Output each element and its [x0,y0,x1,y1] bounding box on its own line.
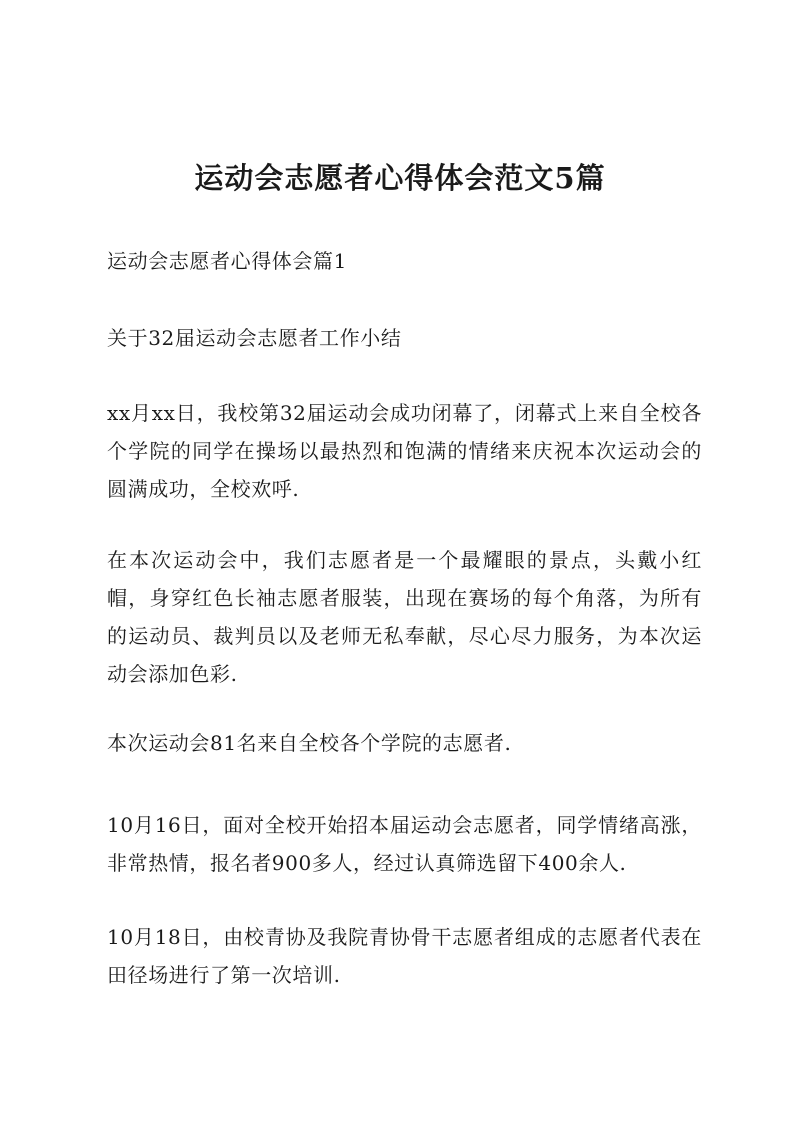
paragraph: xx月xx日，我校第32届运动会成功闭幕了，闭幕式上来自全校各个学院的同学在操场以最热烈和饱满的情绪来庆祝本次运动会的圆满成功，全校欢呼. [107,401,702,501]
paragraph: 10月16日，面对全校开始招本届运动会志愿者，同学情绪高涨，非常热情，报名者900多人，经过认真筛选留下400余人. [107,813,702,875]
paragraph: 本次运动会81名来自全校各个学院的志愿者. [107,731,512,755]
section-heading: 运动会志愿者心得体会篇1 [107,249,347,273]
subsection-heading: 关于32届运动会志愿者工作小结 [107,326,402,350]
paragraph: 在本次运动会中，我们志愿者是一个最耀眼的景点，头戴小红帽，身穿红色长袖志愿者服装，出现在赛场的每个角落，为所有的运动员、裁判员以及老师无私奉献，尽心尽力服务，为本次运动会添加色彩. [107,548,702,686]
paragraph: 10月18日，由校青协及我院青协骨干志愿者组成的志愿者代表在田径场进行了第一次培训. [107,925,702,987]
document-title: 运动会志愿者心得体会范文5篇 [194,161,606,195]
